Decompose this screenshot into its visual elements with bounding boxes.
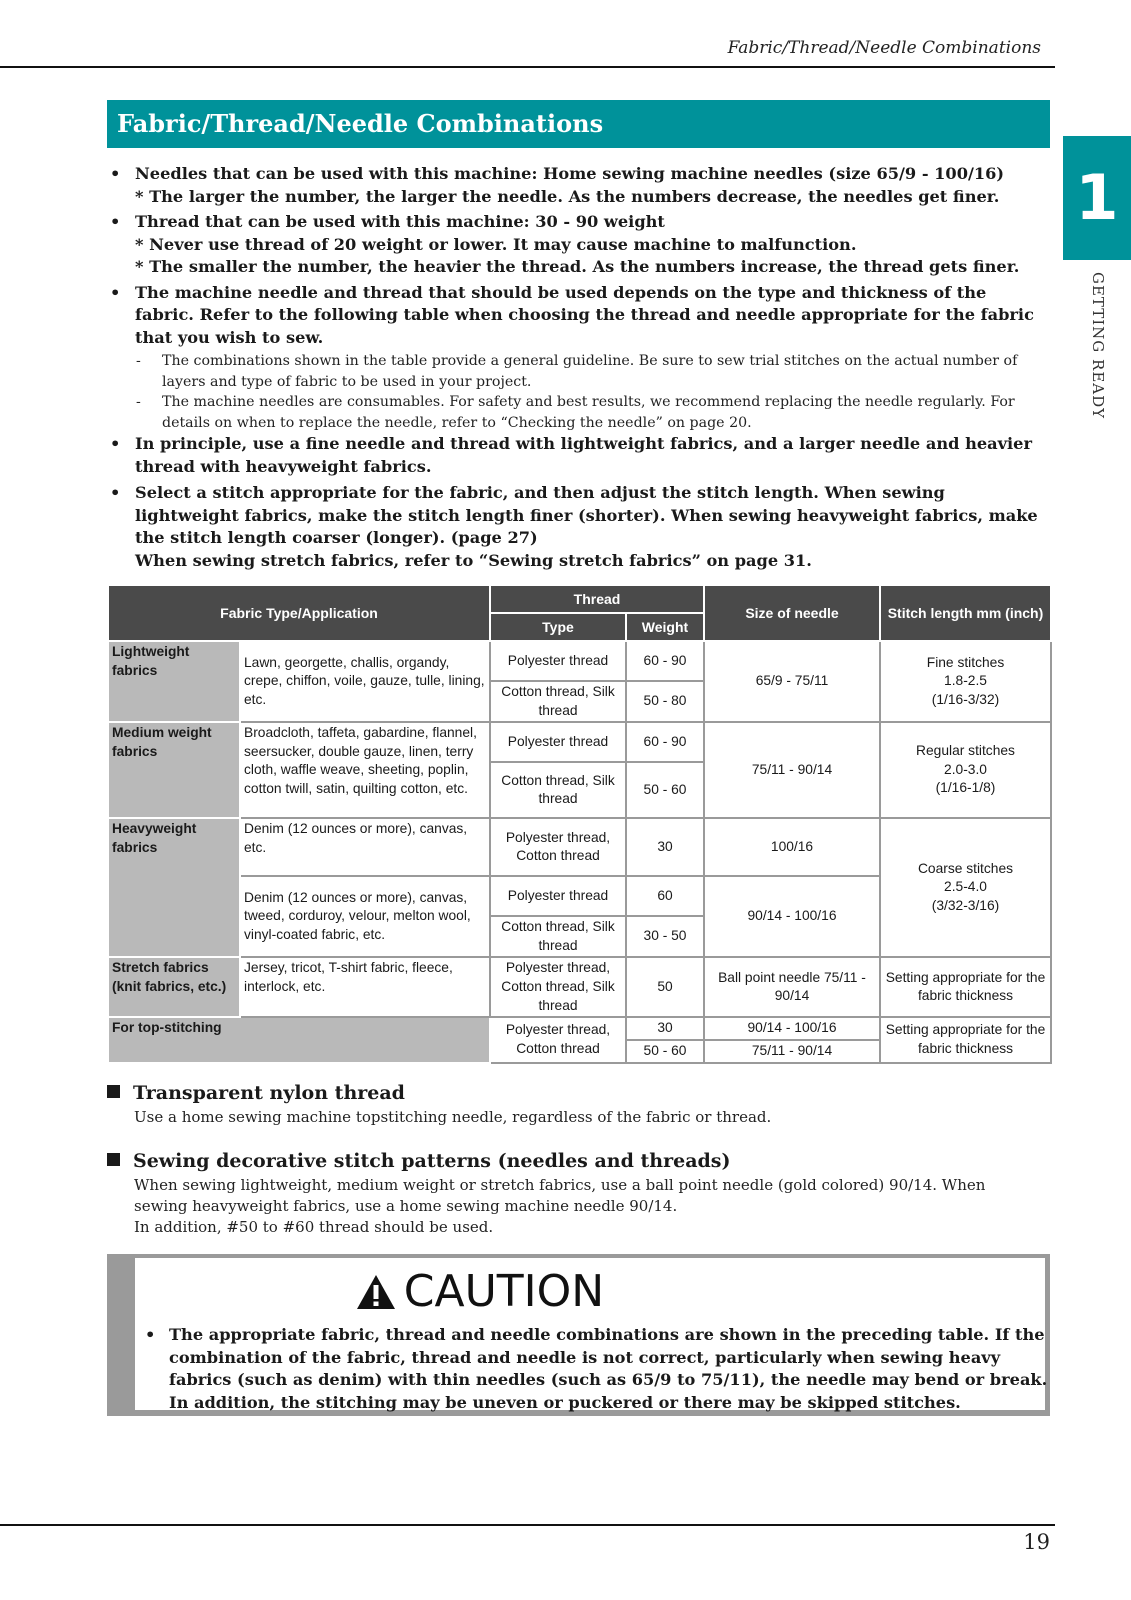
stitch-mm: 2.0-3.0 (944, 761, 987, 777)
decorative-title-text: Sewing decorative stitch patterns (needles and threads) (133, 1150, 731, 1172)
category-lightweight: Lightweight fabrics (108, 641, 240, 722)
bullet-dot: • (145, 1325, 156, 1344)
thread-weight: 50 (626, 957, 704, 1017)
subnote-text: The combinations shown in the table provide a general guideline. Be sure to sew trial stitches on the actual number of layers and type of fabric to be used in your project. (162, 353, 1018, 390)
header-stitch: Stitch length mm (inch) (880, 585, 1051, 641)
thread-type: Polyester thread, Cotton thread (490, 1017, 626, 1062)
needle-size: 90/14 - 100/16 (704, 1017, 880, 1040)
warning-triangle-icon (356, 1274, 396, 1310)
stitch-length (880, 641, 1051, 722)
thread-weight: 60 - 90 (626, 641, 704, 681)
caution-text (141, 1324, 1065, 1414)
application-stretch: Jersey, tricot, T-shirt fabric, fleece, interlock, etc. (240, 957, 490, 1017)
thread-type: Cotton thread, Silk thread (490, 681, 626, 722)
thread-weight: 50 - 60 (626, 762, 704, 818)
thread-weight: 60 (626, 876, 704, 916)
header-type: Type (490, 613, 626, 641)
stitch-inch: (3/32-3/16) (931, 898, 1000, 914)
nylon-title-text: Transparent nylon thread (133, 1082, 405, 1104)
bullet-dot: • (110, 483, 121, 502)
bullet-principle (107, 433, 1050, 478)
application-lightweight: Lawn, georgette, challis, organdy, crepe, chiffon, voile, gauze, tulle, lining, etc. (240, 641, 490, 722)
nylon-body: Use a home sewing machine topstitching needle, regardless of the fabric or thread. (134, 1108, 772, 1126)
bullet-stitch (107, 482, 1050, 572)
bullet-text: Select a stitch appropriate for the fabric, and then adjust the stitch length. When sewing lightweight fabrics, make the stitch length finer (shorter). When sewing heavyweight fabrics, make the stitch length coarser (longer). (page 27) (135, 483, 1038, 547)
bullet-dot: • (110, 282, 121, 302)
category-medium: Medium weight fabrics (108, 722, 240, 818)
thread-weight: 50 - 60 (626, 1040, 704, 1063)
bullet-text: Thread that can be used with this machine: 30 - 90 weight (135, 212, 665, 231)
thread-type: Polyester thread (490, 641, 626, 681)
fabric-thread-needle-table (107, 584, 1052, 1064)
decorative-body-1: When sewing lightweight, medium weight or stretch fabrics, use a ball point needle (gold colored) 90/14. When sewing heavyweight fabrics, use a home sewing machine needle 90/14. (134, 1176, 986, 1215)
category-topstitch: For top-stitching (108, 1017, 490, 1062)
caution-box (107, 1254, 1050, 1416)
stitch-label: Coarse stitches (917, 860, 1014, 876)
chapter-label: GETTING READY (1089, 272, 1107, 420)
stitch-length: Setting appropriate for the fabric thickness (880, 957, 1051, 1017)
caution-heading (135, 1266, 825, 1317)
bullet-text: In principle, use a fine needle and thread with lightweight fabrics, and a larger needle and heavier thread with heavyweight fabrics. (135, 434, 1033, 476)
needle-size: 75/11 - 90/14 (704, 722, 880, 818)
bullet-list (107, 163, 1050, 572)
bullet-depends (107, 282, 1050, 350)
stitch-label: Fine stitches (926, 654, 1005, 670)
header-fabric: Fabric Type/Application (108, 585, 490, 641)
decorative-body (134, 1175, 1024, 1238)
thread-weight: 30 (626, 818, 704, 876)
subnote-guideline (107, 351, 1050, 392)
application-medium: Broadcloth, taffeta, gabardine, flannel, seersucker, double gauze, linen, terry cloth, waffle weave, sheeting, poplin, cotton twill, satin, quilting cotton, etc. (240, 722, 490, 818)
bullet-dot: • (110, 434, 121, 453)
application-heavy-2: Denim (12 ounces or more), canvas, tweed, corduroy, velour, melton wool, vinyl-coated fabric, etc. (240, 876, 490, 957)
thread-type: Cotton thread, Silk thread (490, 762, 626, 818)
stitch-length (880, 818, 1051, 957)
chapter-tab: 1 (1063, 136, 1131, 260)
thread-type: Polyester thread, Cotton thread (490, 818, 626, 876)
needle-size: 90/14 - 100/16 (704, 876, 880, 957)
bullet-dot: • (110, 164, 121, 183)
dash: - (136, 353, 141, 369)
bullet-note: * The larger the number, the larger the needle. As the numbers decrease, the needles get finer. (135, 186, 1000, 206)
needle-size: 65/9 - 75/11 (704, 641, 880, 722)
page-number: 19 (1023, 1530, 1050, 1554)
thread-type: Cotton thread, Silk thread (490, 916, 626, 957)
thread-weight: 60 - 90 (626, 722, 704, 762)
bullet-thread (107, 211, 1050, 279)
thread-type: Polyester thread, Cotton thread, Silk thread (490, 957, 626, 1017)
footer-rule (0, 1524, 1055, 1526)
application-heavy-1: Denim (12 ounces or more), canvas, etc. (240, 818, 490, 876)
section-title-bar (107, 100, 1050, 148)
header-weight: Weight (626, 613, 704, 641)
caution-text-body: The appropriate fabric, thread and needle combinations are shown in the preceding table. If the combination of the fabric, thread and needle is not correct, particularly when sewing heavy fabrics (such as denim) with thin needles (such as 65/9 to 75/11), the needle may bend or break. In addition, the stitching may be uneven or puckered or there may be skipped stitches. (169, 1325, 1048, 1412)
running-header: Fabric/Thread/Needle Combinations (727, 38, 1041, 58)
header-thread: Thread (490, 585, 704, 613)
bullet-text: The machine needle and thread that should be used depends on the type and thickness of the fabric. Refer to the following table when choosing the thread and needle appropriate for the fabric that you wish to sew. (135, 282, 1034, 347)
thread-type: Polyester thread (490, 722, 626, 762)
square-bullet-icon (107, 1085, 120, 1098)
nylon-section-title (107, 1082, 405, 1104)
decorative-section-title (107, 1150, 731, 1172)
category-heavy: Heavyweight fabrics (108, 818, 240, 957)
bullet-dot: • (110, 212, 121, 231)
stitch-label: Regular stitches (916, 743, 1015, 759)
bullet-extra: When sewing stretch fabrics, refer to “Sewing stretch fabrics” on page 31. (135, 550, 812, 570)
decorative-body-2: In addition, #50 to #60 thread should be used. (134, 1218, 494, 1236)
stitch-inch: (1/16-1/8) (935, 780, 996, 796)
subnote-consumables (107, 392, 1050, 433)
category-stretch: Stretch fabrics (knit fabrics, etc.) (108, 957, 240, 1017)
needle-size: 75/11 - 90/14 (704, 1040, 880, 1063)
header-rule (0, 66, 1055, 68)
square-bullet-icon (107, 1153, 120, 1166)
caution-heading-text: CAUTION (403, 1266, 605, 1317)
needle-size: 100/16 (704, 818, 880, 876)
bullet-note: * The smaller the number, the heavier the thread. As the numbers increase, the thread gets finer. (135, 257, 1020, 276)
needle-size: Ball point needle 75/11 - 90/14 (704, 957, 880, 1017)
thread-weight: 50 - 80 (626, 681, 704, 722)
thread-weight: 30 (626, 1017, 704, 1040)
thread-weight: 30 - 50 (626, 916, 704, 957)
section-title: Fabric/Thread/Needle Combinations (117, 109, 604, 138)
stitch-length: Setting appropriate for the fabric thickness (880, 1017, 1051, 1062)
stitch-length (880, 722, 1051, 818)
bullet-needles (107, 163, 1050, 208)
stitch-mm: 1.8-2.5 (944, 673, 987, 689)
header-needle: Size of needle (704, 585, 880, 641)
thread-type: Polyester thread (490, 876, 626, 916)
stitch-mm: 2.5-4.0 (944, 879, 987, 895)
bullet-note: * Never use thread of 20 weight or lower. It may cause machine to malfunction. (135, 234, 857, 254)
subnote-text: The machine needles are consumables. For safety and best results, we recommend replacing the needle regularly. For details on when to replace the needle, refer to “Checking the needle” on page 20. (162, 394, 1015, 431)
bullet-text: Needles that can be used with this machine: Home sewing machine needles (size 65/9 - 100/16) (135, 164, 1005, 183)
dash: - (136, 394, 141, 410)
stitch-inch: (1/16-3/32) (931, 691, 1000, 707)
caution-inner (135, 1258, 1048, 1412)
